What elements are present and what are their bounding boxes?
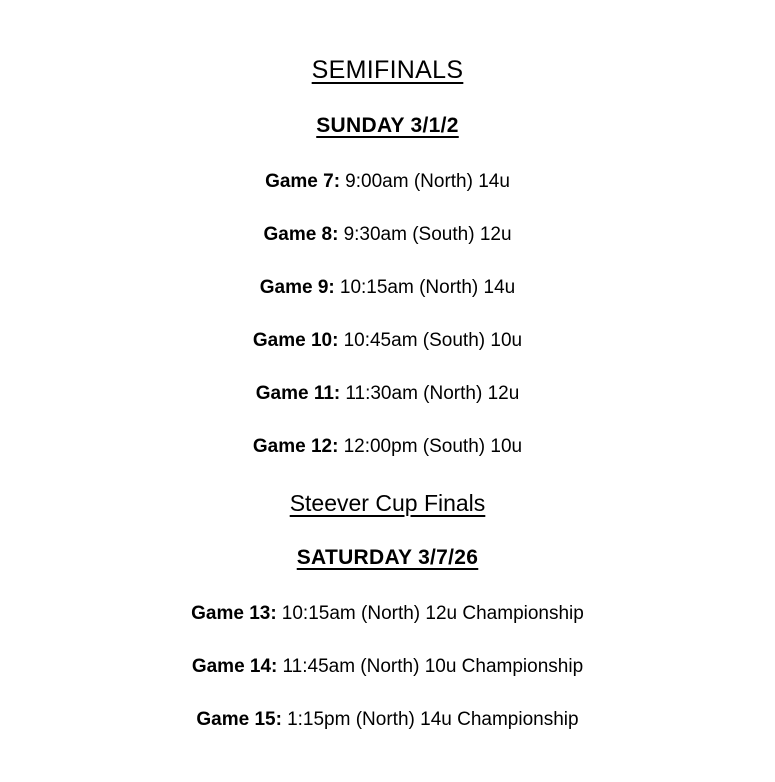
game-line-9	[0, 278, 775, 298]
game-details: 10:45am (South) 10u	[343, 330, 523, 351]
game-label: Game 8:	[263, 224, 339, 245]
game-line-7	[0, 172, 775, 192]
semifinals-title: SEMIFINALS	[311, 56, 464, 84]
game-line-15	[0, 710, 775, 730]
game-line-14	[0, 657, 775, 677]
game-label: Game 10:	[252, 330, 339, 351]
game-line-12	[0, 437, 775, 457]
game-details: 12:00pm (South) 10u	[343, 436, 523, 457]
finals-heading: Steever Cup Finals	[289, 490, 486, 516]
game-label: Game 11:	[255, 383, 341, 404]
game-label: Game 14:	[191, 656, 278, 677]
game-label: Game 12:	[252, 436, 339, 457]
game-line-10	[0, 331, 775, 351]
semifinals-date-heading: SUNDAY 3/1/2	[316, 114, 459, 137]
game-details: 11:45am (North) 10u Championship	[282, 656, 584, 677]
game-line-8	[0, 225, 775, 245]
game-details: 9:00am (North) 14u	[345, 171, 510, 192]
game-label: Game 13:	[191, 603, 277, 624]
game-details: 9:30am (South) 12u	[343, 224, 512, 245]
game-label: Game 15:	[196, 709, 282, 730]
game-line-11	[0, 384, 775, 404]
game-label: Game 9:	[259, 277, 335, 298]
game-details: 10:15am (North) 12u Championship	[281, 603, 584, 624]
game-label: Game 7:	[265, 171, 341, 192]
game-details: 1:15pm (North) 14u Championship	[287, 709, 579, 730]
finals-date-heading: SATURDAY 3/7/26	[296, 546, 479, 569]
game-line-13	[0, 604, 775, 624]
game-details: 11:30am (North) 12u	[345, 383, 520, 404]
game-details: 10:15am (North) 14u	[339, 277, 516, 298]
